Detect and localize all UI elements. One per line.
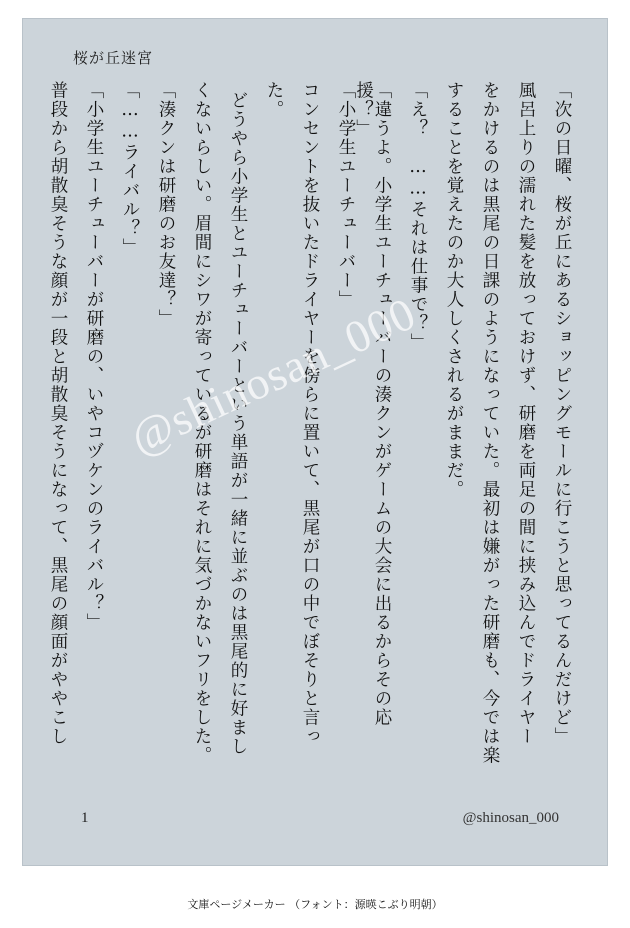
text-column: 「次の日曜、桜が丘にあるショッピングモールに行こうと思ってるんだけど」 (552, 81, 572, 746)
text-column: 「違うよ。小学生ユーチューバーの湊クンがゲームの大会に出るからその応援？」 (353, 81, 392, 727)
text-column: 「小学生ユーチューバーが研磨の、いやコヅケンのライバル？」 (84, 81, 104, 632)
text-column: 「……ライバル？」 (120, 81, 140, 257)
page-title: 桜が丘迷宮 (73, 49, 154, 67)
text-column: 「小学生ユーチューバー」 (336, 81, 356, 309)
author-handle: @shinosan_000 (462, 810, 559, 826)
text-column: することを覚えたのか大人しくされるがままだ。 (444, 81, 464, 499)
text-column: 「え？ ……それは仕事で？」 (408, 81, 428, 352)
text-column: コンセントを抜いたドライヤーを傍らに置いて、黒尾が口の中でぼそりと言っ (300, 81, 320, 746)
text-column: をかけるのは黒尾の日課のようになっていた。最初は嫌がった研磨も、今では楽 (480, 81, 500, 765)
vertical-text-body (48, 81, 572, 781)
page-number: 1 (81, 810, 89, 826)
text-column: た。 (264, 81, 284, 119)
text-column: くないらしい。眉間にシワが寄っているが研磨はそれに気づかないフリをした。 (192, 81, 212, 765)
text-column: 「湊クンは研磨のお友達？」 (156, 81, 176, 328)
text-column: 風呂上りの濡れた髪を放っておけず、研磨を両足の間に挟み込んでドライヤー (516, 81, 536, 746)
watermark: @shinosan_000 (122, 287, 424, 464)
text-column: どうやら小学生とユーチューバーという単語が一緒に並ぶのは黒尾的に好まし (228, 91, 248, 756)
novel-sheet (22, 18, 608, 866)
generator-credit: 文庫ページメーカー （フォント：源暎こぶり明朝） (187, 898, 443, 911)
text-column: 普段から胡散臭そうな顔が一段と胡散臭そうになって、黒尾の顔面がややこし (48, 81, 68, 746)
